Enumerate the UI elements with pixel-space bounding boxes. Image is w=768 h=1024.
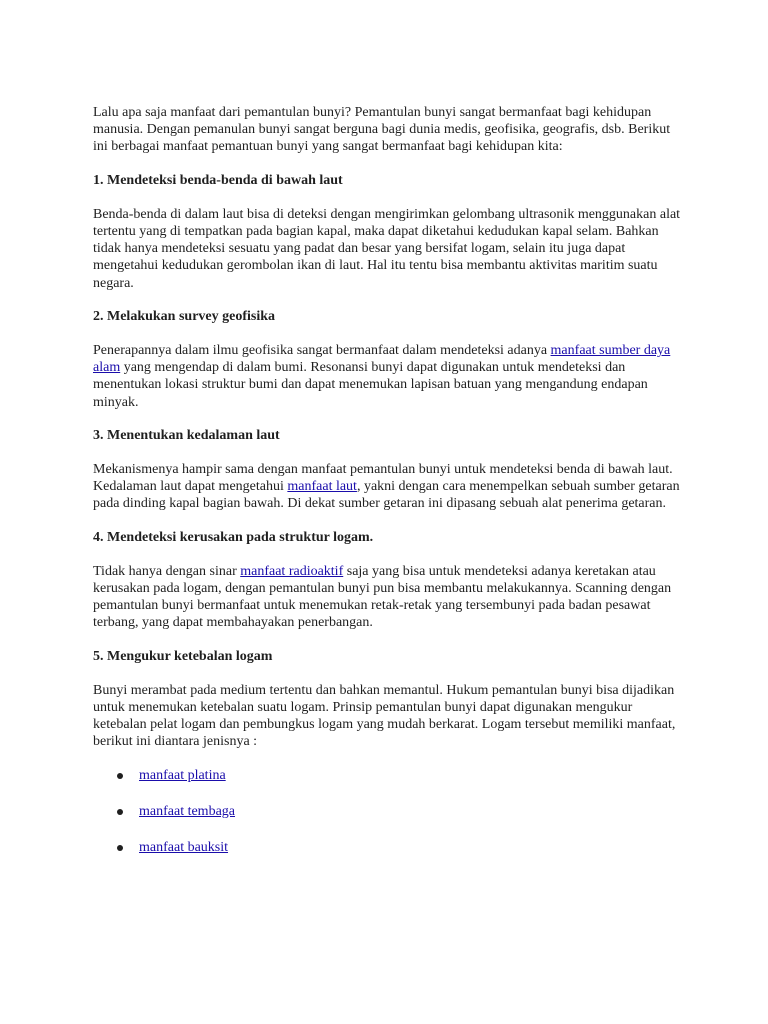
list-item — [93, 803, 683, 820]
paragraph-2-text-a: Penerapannya dalam ilmu geofisika sangat bermanfaat dalam mendeteksi adanya — [93, 343, 551, 359]
paragraph-4 — [93, 563, 683, 632]
metal-list — [93, 767, 683, 857]
paragraph-3-text-b: , yakni dengan cara menempelkan sebuah sumber getaran pada dinding kapal bagian bawah. Di dekat sumber getaran ini dipasang sebuah alat penerima getaran. — [93, 479, 680, 512]
list-item — [93, 839, 683, 856]
paragraph-4-text-b: saja yang bisa untuk mendeteksi adanya keretakan atau kerusakan pada logam, dengan pemantulan bunyi pun bisa membantu melakukannya. Scanning dengan pemantulan bunyi bermanfaat untuk menemukan retak-retak yang tersembunyi pada badan pesawat terbang, yang dapat membahayakan penerbangan. — [93, 563, 672, 631]
heading-1: 1. Mendeteksi benda-benda di bawah laut — [93, 172, 343, 188]
link-manfaat-tembaga[interactable]: manfaat tembaga — [139, 803, 236, 819]
document-page — [93, 104, 683, 875]
link-manfaat-radioaktif[interactable]: manfaat radioaktif — [240, 563, 344, 579]
link-manfaat-laut[interactable]: manfaat laut — [287, 479, 357, 495]
paragraph-2-text-b: yang mengendap di dalam bumi. Resonansi bunyi dapat digunakan untuk mendeteksi dan menentukan lokasi struktur bumi dan dapat menemukan lapisan batuan yang mengandung endapan minyak. — [93, 360, 648, 410]
list-item — [93, 767, 683, 784]
paragraph-4-text-a: Tidak hanya dengan sinar — [93, 563, 241, 579]
heading-4: 4. Mendeteksi kerusakan pada struktur logam. — [93, 529, 374, 545]
paragraph-3-text-a: Mekanismenya hampir sama dengan manfaat pemantulan bunyi untuk mendeteksi benda di bawah laut. Kedalaman laut dapat mengetahui — [93, 462, 673, 495]
link-manfaat-bauksit[interactable]: manfaat bauksit — [139, 840, 229, 856]
bullet-icon — [117, 809, 123, 815]
heading-2: 2. Melakukan survey geofisika — [93, 308, 276, 324]
link-sumber-daya-alam[interactable]: manfaat sumber daya alam — [93, 343, 671, 376]
link-manfaat-platina[interactable]: manfaat platina — [139, 767, 226, 783]
intro-paragraph: Lalu apa saja manfaat dari pemantulan bunyi? Pemantulan bunyi sangat bermanfaat bagi kehidupan manusia. Dengan pemanulan bunyi sangat berguna bagi dunia medis, geofisika, geografis, dsb. Berikut ini berbagai manfaat pemantuan bunyi yang sangat bermanfaat bagi kehidupan kita: — [93, 105, 671, 155]
bullet-icon — [117, 845, 123, 851]
paragraph-1: Benda-benda di dalam laut bisa di deteksi dengan mengirimkan gelombang ultrasonik menggunakan alat tertentu yang di tempatkan pada bagian kapal, maka dapat diketahui kedudukan kapal selam. Bahkan tidak hanya mendeteksi sesuatu yang padat dan besar yang bersifat logam, selain itu juga dapat mengetahui kedudukan gerombolan ikan di laut. Hal itu tentu bisa membantu aktivitas maritim suatu negara. — [93, 206, 681, 291]
paragraph-2 — [93, 342, 683, 411]
heading-3: 3. Menentukan kedalaman laut — [93, 427, 280, 443]
bullet-icon — [117, 773, 123, 779]
paragraph-3 — [93, 461, 683, 513]
paragraph-5: Bunyi merambat pada medium tertentu dan bahkan memantul. Hukum pemantulan bunyi bisa dijadikan untuk menemukan ketebalan suatu logam. Prinsip pemantulan bunyi dapat digunakan mengukur ketebalan pelat logam dan pembungkus logam yang mudah berkarat. Logam tersebut memiliki manfaat, berikut ini diantara jenisnya : — [93, 682, 676, 750]
heading-5: 5. Mengukur ketebalan logam — [93, 648, 273, 664]
